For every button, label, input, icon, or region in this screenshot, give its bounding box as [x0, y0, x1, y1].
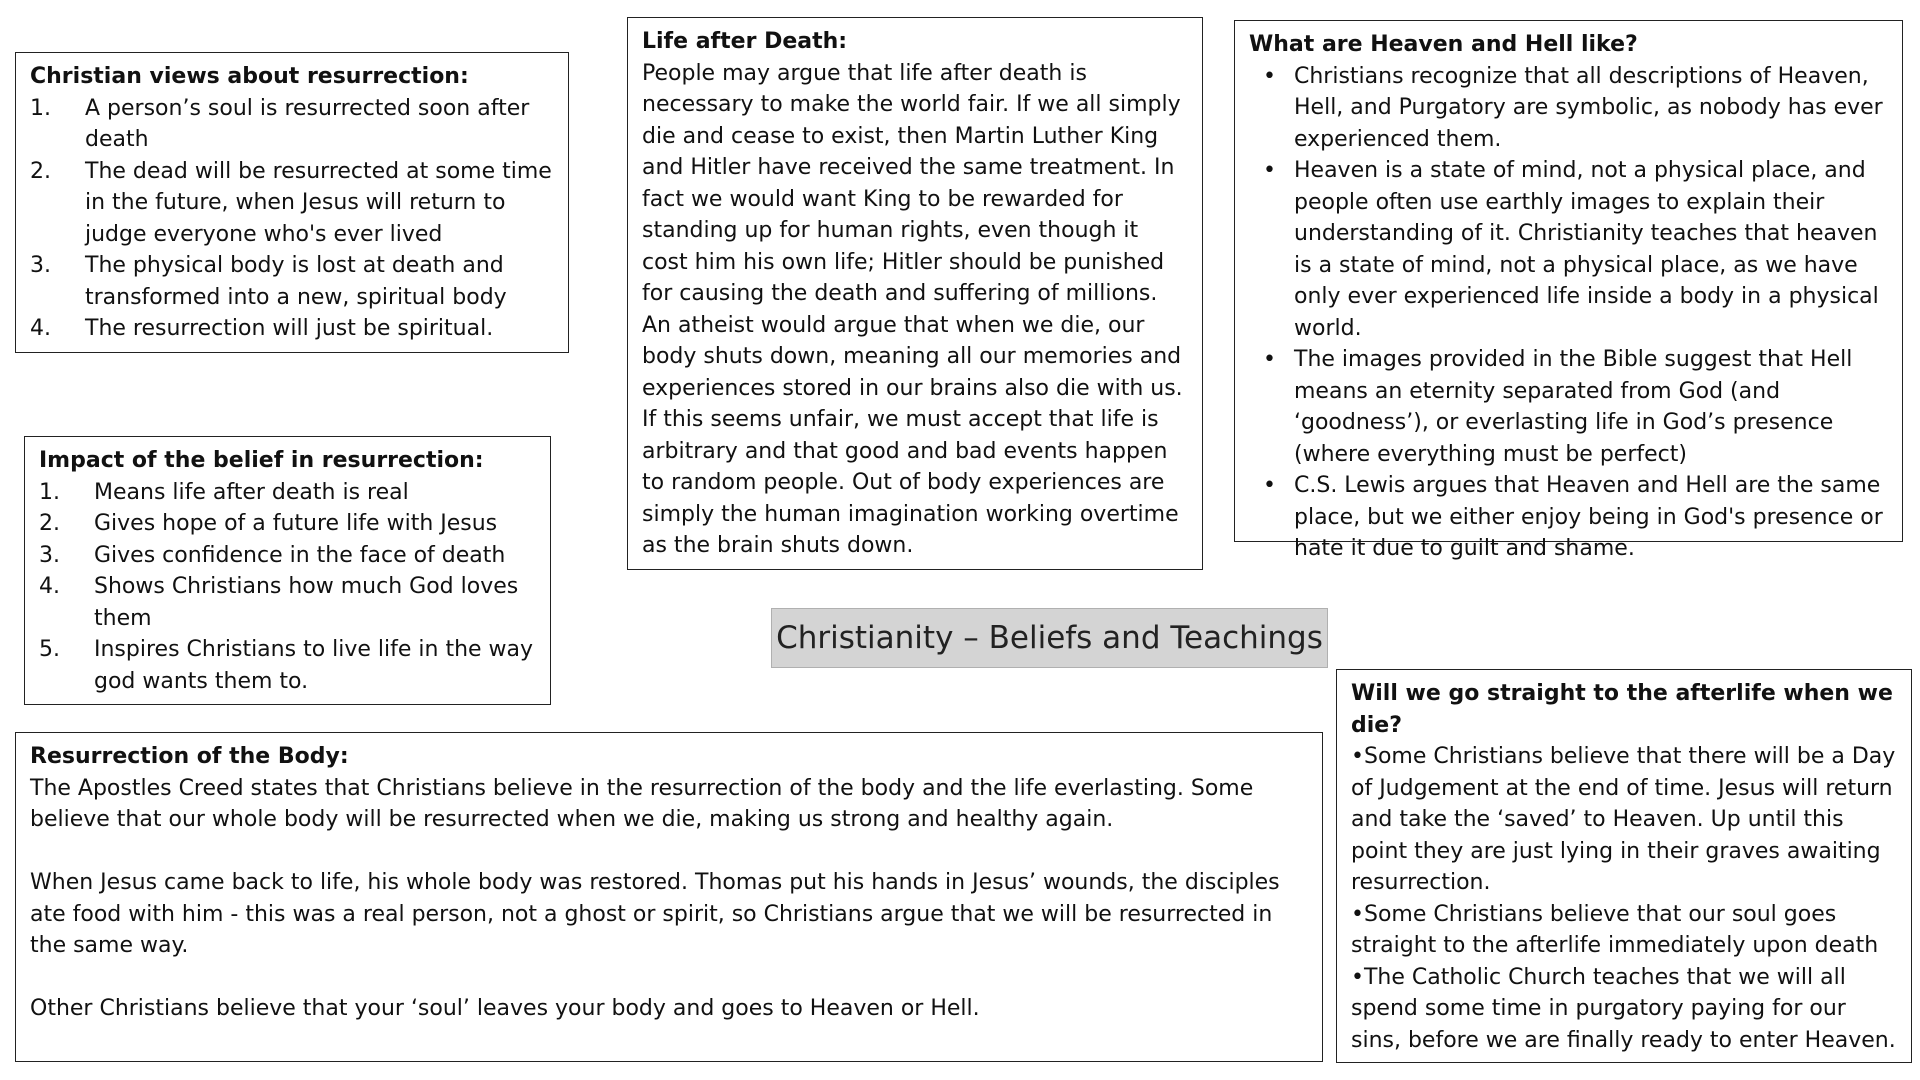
- paragraph: •Some Christians believe that there will be a Day of Judgement at the end of time. Jesus will return and take the ‘saved’ to Heaven. Up until this point they are just lying in their graves awaiting resurrection.: [1351, 744, 1896, 895]
- bullet-icon: •: [1263, 347, 1276, 372]
- list-text: The dead will be resurrected at some time in the future, when Jesus will return to judge everyone who's ever lived: [85, 158, 552, 247]
- list-text: Gives hope of a future life with Jesus: [94, 511, 498, 536]
- list-text: Christians recognize that all descriptions of Heaven, Hell, and Purgatory are symbolic, as nobody has ever experienced them.: [1294, 63, 1883, 152]
- impact-box: [24, 436, 551, 705]
- page-title: Christianity – Beliefs and Teachings: [771, 608, 1328, 668]
- straight-afterlife-heading: Will we go straight to the afterlife when we die?: [1351, 681, 1893, 738]
- list-text: Inspires Christians to live life in the way god wants them to.: [94, 637, 534, 694]
- list-item: [1249, 155, 1888, 344]
- list-number: 4.: [30, 316, 51, 341]
- list-number: 3.: [30, 253, 51, 278]
- heaven-hell-heading: What are Heaven and Hell like?: [1249, 32, 1638, 57]
- bullet-icon: •: [1263, 473, 1276, 498]
- list-item: [39, 571, 536, 634]
- resurrection-views-list: [30, 93, 554, 345]
- life-after-death-heading: Life after Death:: [642, 29, 848, 54]
- life-after-death-box: [627, 17, 1203, 570]
- resurrection-views-box: [15, 52, 569, 353]
- paragraph: When Jesus came back to life, his whole body was restored. Thomas put his hands in Jesus’ wounds, the disciples ate food with him - this was a real person, not a ghost or spirit, so Christians argue that we will be resurrected in the same way.: [30, 870, 1280, 958]
- straight-afterlife-box: [1336, 669, 1912, 1063]
- list-number: 4.: [39, 574, 60, 599]
- list-text: The physical body is lost at death and transformed into a new, spiritual body: [85, 253, 507, 310]
- paragraph: The Apostles Creed states that Christians believe in the resurrection of the body and the life everlasting. Some believe that our whole body will be resurrected when we die, making us strong and healthy again.: [30, 775, 1254, 832]
- list-number: 3.: [39, 542, 60, 568]
- list-text: The resurrection will just be spiritual.: [85, 316, 494, 341]
- impact-heading: Impact of the belief in resurrection:: [39, 448, 484, 473]
- paragraph: •The Catholic Church teaches that we will all spend some time in purgatory paying for our sins, before we are finally ready to enter Heaven.: [1351, 964, 1896, 1053]
- list-item: [39, 540, 536, 572]
- list-text: Means life after death is real: [94, 479, 409, 505]
- list-item: [39, 634, 536, 697]
- bullet-icon: •: [1263, 63, 1276, 89]
- resurrection-views-heading: Christian views about resurrection:: [30, 64, 469, 89]
- resurrection-body-heading: Resurrection of the Body:: [30, 744, 349, 769]
- heaven-hell-box: [1234, 20, 1903, 561]
- heaven-hell-list: [1249, 61, 1888, 565]
- list-text: Shows Christians how much God loves them: [94, 574, 519, 631]
- list-text: Heaven is a state of mind, not a physical place, and people often use earthly images to explain their understanding of it. Christianity teaches that heaven is a state of mind, not a physical place, as we have only ever experienced life inside a body in a physical world.: [1294, 158, 1879, 341]
- bullet-icon: •: [1263, 158, 1276, 183]
- spacer: [30, 836, 1308, 868]
- list-number: 2.: [39, 511, 60, 536]
- list-item: [39, 508, 536, 540]
- list-item: [30, 250, 554, 313]
- list-number: 5.: [39, 637, 60, 662]
- list-text: Gives confidence in the face of death: [94, 542, 506, 568]
- list-number: 1.: [30, 95, 51, 121]
- list-item: [30, 93, 554, 156]
- spacer: [30, 962, 1308, 994]
- list-item: [30, 313, 554, 345]
- list-item: [39, 477, 536, 509]
- impact-list: [39, 477, 536, 698]
- list-item: [1249, 470, 1888, 565]
- list-number: 1.: [39, 479, 60, 505]
- paragraph: •Some Christians believe that our soul goes straight to the afterlife immediately upon death: [1351, 901, 1879, 958]
- list-item: [30, 156, 554, 251]
- list-text: C.S. Lewis argues that Heaven and Hell are the same place, but we either enjoy being in God's presence or hate it due to guilt and shame.: [1294, 473, 1883, 561]
- list-item: [1249, 344, 1888, 470]
- paragraph: Other Christians believe that your ‘soul’ leaves your body and goes to Heaven or Hell.: [30, 996, 980, 1021]
- list-text: The images provided in the Bible suggest that Hell means an eternity separated from God (and ‘goodness’), or everlasting life in God’s presence (where everything must be perfect): [1294, 347, 1853, 467]
- list-item: [1249, 61, 1888, 156]
- paragraph: People may argue that life after death is necessary to make the world fair. If we all simply die and cease to exist, then Martin Luther King and Hitler have received the same treatment. In fact we would want King to be rewarded for standing up for human rights, even though it cost him his own life; Hitler should be punished for causing the death and suffering of millions.: [642, 60, 1181, 306]
- resurrection-body-box: [15, 732, 1323, 1062]
- paragraph: An atheist would argue that when we die, our body shuts down, meaning all our memories and experiences stored in our brains also die with us. If this seems unfair, we must accept that life is arbitrary and that good and bad events happen to random people. Out of body experiences are simply the human imagination working overtime as the brain shuts down.: [642, 312, 1183, 558]
- list-number: 2.: [30, 158, 51, 184]
- list-text: A person’s soul is resurrected soon after death: [85, 95, 530, 152]
